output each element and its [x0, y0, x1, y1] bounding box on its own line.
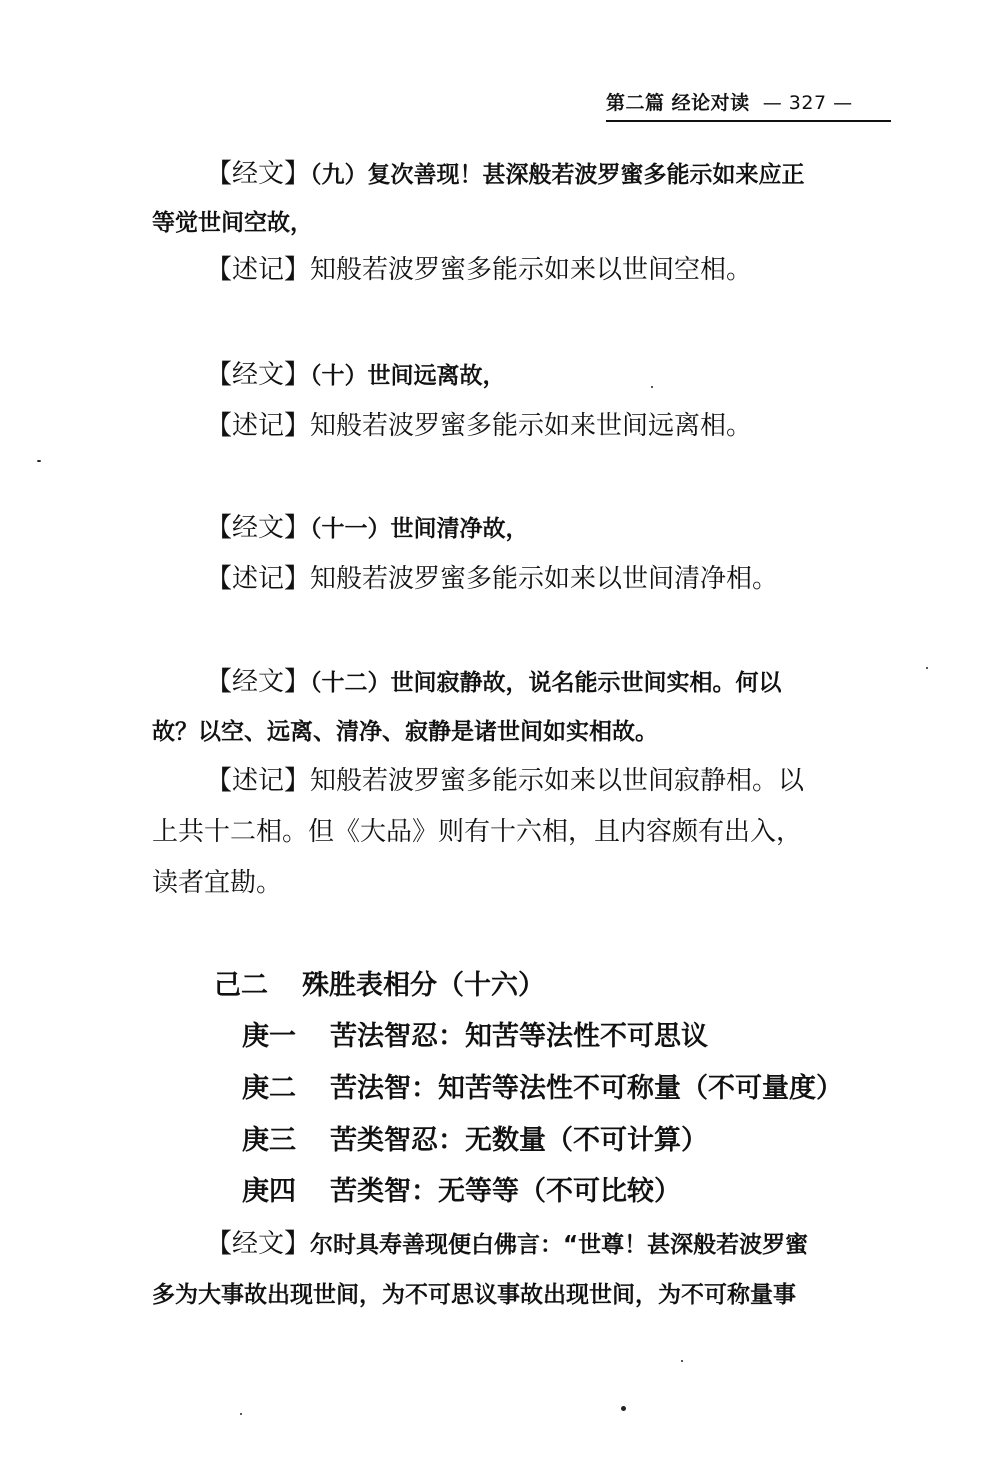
- commentary-label: 【述记】: [206, 564, 311, 594]
- commentary-line: [206, 763, 804, 799]
- scripture-label: 【经文】: [206, 360, 311, 390]
- scripture-text: 尔时具寿善现便白佛言：“世尊！甚深般若波罗蜜: [310, 1232, 809, 1258]
- outline-item: [242, 1019, 708, 1055]
- scripture-text: 多为大事故出现世间，为不可思议事故出现世间，为不可称量事: [152, 1282, 796, 1308]
- scripture-line: [206, 510, 529, 547]
- commentary-text: 知般若波罗蜜多能示如来以世间空相。: [310, 255, 753, 285]
- scripture-text: （十）世间远离故，: [310, 363, 506, 389]
- scan-speck: [651, 386, 653, 388]
- scripture-text: （九）复次善现！甚深般若波罗蜜多能示如来应正: [310, 162, 805, 188]
- commentary-text: 知般若波罗蜜多能示如来以世间寂静相。以: [310, 766, 805, 796]
- scripture-line: [206, 156, 805, 193]
- scripture-line: [206, 357, 506, 394]
- commentary-text: 上共十二相。但《大品》则有十六相，且内容颇有出入，: [152, 817, 803, 847]
- outline-item-text: 苦类智忍：无数量（不可计算）: [330, 1125, 708, 1156]
- outline-item: [242, 1174, 681, 1210]
- outline-heading-text: 殊胜表相分（十六）: [302, 970, 545, 1001]
- commentary-line-cont: [152, 814, 802, 850]
- outline-item-num: 庚四: [242, 1176, 296, 1207]
- commentary-line-cont: [152, 865, 282, 901]
- scripture-text: 故？以空、远离、清净、寂静是诸世间如实相故。: [152, 719, 658, 745]
- scripture-line-cont: [152, 1276, 796, 1313]
- outline-item: [242, 1123, 708, 1159]
- scripture-text: 等觉世间空故，: [152, 210, 313, 236]
- commentary-line: [206, 252, 752, 288]
- commentary-label: 【述记】: [206, 766, 311, 796]
- scripture-text: （十一）世间清净故，: [310, 516, 529, 542]
- scan-speck: [37, 460, 41, 462]
- scan-speck: [240, 1413, 242, 1415]
- header-title: 第二篇 经论对读: [606, 92, 750, 114]
- outline-item-num: 庚二: [242, 1073, 296, 1104]
- outline-heading: [214, 968, 545, 1004]
- commentary-line: [206, 561, 778, 597]
- scripture-line-cont: [152, 713, 658, 750]
- scripture-label: 【经文】: [206, 667, 311, 697]
- commentary-line: [206, 408, 752, 444]
- outline-item-text: 苦类智：无等等（不可比较）: [330, 1176, 681, 1207]
- scan-speck: [621, 1406, 626, 1411]
- commentary-label: 【述记】: [206, 411, 311, 441]
- scripture-line: [206, 664, 782, 701]
- commentary-text: 读者宜勘。: [152, 868, 283, 898]
- scripture-label: 【经文】: [206, 1229, 311, 1259]
- scripture-label: 【经文】: [206, 513, 311, 543]
- page-number: — 327 —: [762, 92, 853, 114]
- scripture-text: （十二）世间寂静故，说名能示世间实相。何以: [310, 670, 782, 696]
- scripture-label: 【经文】: [206, 159, 311, 189]
- scripture-line: [206, 1226, 808, 1263]
- scan-speck: [681, 1360, 683, 1362]
- commentary-text: 知般若波罗蜜多能示如来世间远离相。: [310, 411, 753, 441]
- scan-speck: [926, 667, 928, 669]
- commentary-label: 【述记】: [206, 255, 311, 285]
- commentary-text: 知般若波罗蜜多能示如来以世间清净相。: [310, 564, 779, 594]
- outline-item: [242, 1071, 843, 1107]
- outline-item-num: 庚三: [242, 1125, 296, 1156]
- running-header: [606, 90, 891, 122]
- outline-item-num: 庚一: [242, 1021, 296, 1052]
- scripture-line-cont: [152, 204, 313, 241]
- outline-item-text: 苦法智忍：知苦等法性不可思议: [330, 1021, 708, 1052]
- outline-item-text: 苦法智：知苦等法性不可称量（不可量度）: [330, 1073, 843, 1104]
- outline-heading-num: 己二: [214, 970, 268, 1001]
